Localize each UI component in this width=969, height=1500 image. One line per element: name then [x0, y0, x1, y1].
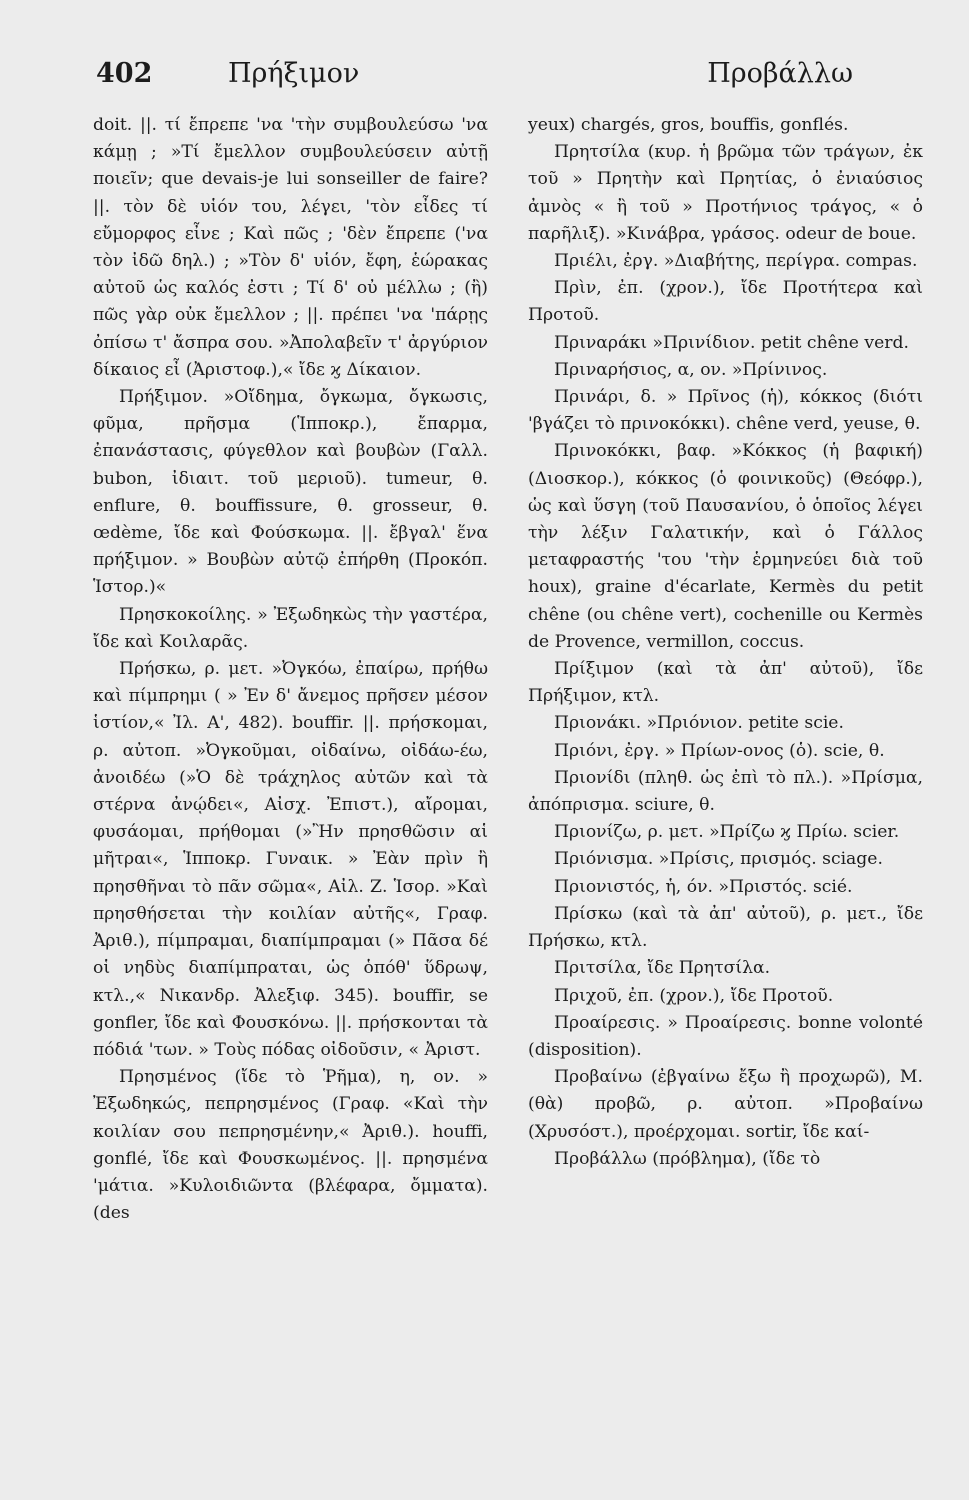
- entry-continuation: doit. ||. τί ἔπρεπε 'να 'τὴν συμβουλεύσω 'να κάμῃ ; »Τί ἔμελλον συμβουλεύσειν αὐτῇ ποιεῖν; que devais-je lui sonseiller de faire? ||. τὸν δὲ υἱόν του, λέγει, 'τὸν εἶδες τί εὔμορφος εἶνε ; Καὶ πῶς ; 'δὲν ἔπρεπε ('να τὸν ἰδῶ δηλ.) ; »Τὸν δ' υἱόν, ἔφη, ἑώρακας αὐτοῦ ὡς καλός ἐστι ; Τί δ' οὐ μέλλω ; (ἢ) πῶς γὰρ οὐκ ἔμελλον ; ||. πρέπει 'να 'πάρῃς ὀπίσω τ' ἄσπρα σου. »Ἀπολαβεῖν τ' ἀργύριον δίκαιος εἶ (Ἀριστοφ.),« ἴδε ϗ Δίκαιον.: [93, 115, 488, 380]
- entry-prisko: Πρίσκω (καὶ τὰ ἀπ' αὐτοῦ), ρ. μετ., ἴδε Πρήσκω, κτλ.: [528, 903, 923, 952]
- entry-preskokoiles: Πρησκοκοίλης. » Ἐξωδηκὼς τὴν γαστέρα, ἴδε καὶ Κοιλαρᾶς.: [93, 604, 488, 652]
- entry-prieli: Πριέλι, ἐργ. »Διαβήτης, περίγρα. compas.: [554, 251, 918, 272]
- entry-presmenos: Πρησμένος (ἴδε τὸ Ῥῆμα), η, ον. » Ἐξωδηκώς, πεπρησμένος (Γραφ. «Καὶ τὴν κοιλίαν σου πεπρησμένην,« Ἀριθ.). houffi, gonflé, ἴδε καὶ Φουσκωμένος. ||. πρησμένα 'μάτια. »Κυλοιδιῶντα (βλέφαρα, ὄμματα). (des: [93, 1067, 488, 1224]
- entry-prin: Πρὶν, ἐπ. (χρον.), ἴδε Προτήτερα καὶ Προτοῦ.: [528, 278, 923, 326]
- left-running-head: Πρήξιμον: [228, 58, 360, 89]
- entry-prinaraki: Πριναράκι »Πρινίδιον. petit chêne verd.: [554, 332, 909, 353]
- entry-continuation: yeux) chargés, gros, bouffis, gonflés.: [528, 115, 849, 135]
- right-column: [528, 112, 923, 1173]
- entry-pritsila: Πριτσίλα, ἴδε Πρητσίλα.: [554, 958, 771, 979]
- entry-prionizo: Πριονίζω, ρ. μετ. »Πρίζω ϗ Πρίω. scier.: [554, 822, 900, 843]
- entry-presko: Πρήσκω, ρ. μετ. »Ὀγκόω, ἐπαίρω, πρήθω καὶ πίμπρημι ( » Ἐν δ' ἄνεμος πρῆσεν μέσον ἱστίον,« Ἰλ. Α', 482). bouffir. ||. πρήσκομαι, ρ. αὐτοπ. »Ὀγκοῦμαι, οἰδαίνω, οἰδάω-έω, ἀνοιδέω (»Ὁ δὲ τράχηλος αὐτῶν καὶ τὰ στέρνα ἀνῴδει«, Αἰσχ. Ἐπιστ.), αἴρομαι, φυσάομαι, πρήθομαι (»Ἢν πρησθῶσιν αἱ μῆτραι«, Ἱπποκρ. Γυναικ. » Ἐὰν πρὶν ἢ πρησθῆναι τὸ πᾶν σῶμα«, Αἰλ. Ζ. Ἱσορ. »Καὶ πρησθήσεται τὴν κοιλίαν αὐτῆς«, Γραφ. Ἀριθ.), πίμπραμαι, διαπίμπραμαι (» Πᾶσα δέ οἱ νηδὺς διαπίμπραται, ὡς ὁπόθ' ὕδρωψ, κτλ.,« Νικανδρ. Ἀλεξιφ. 345). bouffir, se gonfler, ἴδε καὶ Φουσκόνω. ||. πρήσκονται τὰ πόδιά 'των. » Τοὺς πόδας οἰδοῦσιν, « Ἀριστ.: [93, 659, 488, 1060]
- entry-provaino: Προβαίνω (ἐβγαίνω ἔξω ἢ προχωρῶ), Μ. (θὰ) προβῶ, ρ. αὐτοπ. »Προβαίνω (Χρυσόστ.), προέρχομαι. sortir, ἴδε καί-: [528, 1067, 923, 1142]
- entry-provallo: Προβάλλω (πρόβλημα), (ἴδε τὸ: [554, 1148, 821, 1169]
- entry-prioni: Πριόνι, ἐργ. » Πρίων-ονος (ὁ). scie, θ.: [554, 740, 885, 761]
- right-running-head: Προβάλλω: [707, 58, 853, 89]
- entry-prionisma: Πριόνισμα. »Πρίσις, πρισμός. sciage.: [554, 849, 883, 870]
- left-column: [93, 112, 488, 1227]
- entry-priximon: Πρίξιμον (καὶ τὰ ἀπ' αὐτοῦ), ἴδε Πρήξιμον, κτλ.: [528, 659, 923, 707]
- entry-prinarisios: Πριναρήσιος, α, ον. »Πρίνινος.: [554, 359, 828, 380]
- entry-prionistos: Πριονιστός, ἡ, όν. »Πριστός. scié.: [554, 876, 853, 897]
- entry-pretsila: Πρητσίλα (κυρ. ἡ βρῶμα τῶν τράγων, ἐκ τοῦ » Πρητὴν καὶ Πρητίας, ὁ ἐνιαύσιος ἀμνὸς « ἢ τοῦ » Προτήνιος τράγος, « ὁ παρῆλιξ). »Κινάβρα, γράσος. odeur de boue.: [528, 142, 923, 244]
- page-number: 402: [96, 58, 153, 89]
- entry-prinokokki: Πρινοκόκκι, βαφ. »Κόκκος (ἡ βαφική) (Διοσκορ.), κόκκος (ὁ φοινικοῦς) (Θεόφρ.), ὡς καὶ ὕσγη (τοῦ Παυσανίου, ὁ ὁποῖος λέγει τὴν λέξιν Γαλατικήν, καὶ ὁ Γάλλος μεταφραστής 'του 'τὴν ἑρμηνεύει διὰ τοῦ houx), graine d'écarlate, Kermès du petit chêne (ou chêne vert), cochenille ou Kermès de Provence, vermillon, coccus.: [528, 441, 923, 652]
- entry-proairesis: Προαίρεσις. » Προαίρεσις. bonne volonté (disposition).: [528, 1012, 923, 1060]
- entry-prinari: Πρινάρι, δ. » Πρῖνος (ἡ), κόκκος (διότι 'βγάζει τὸ πρινοκόκκι). chêne verd, yeuse, θ.: [528, 387, 923, 435]
- entry-prionaki: Πριονάκι. »Πριόνιον. petite scie.: [554, 713, 844, 734]
- entry-prionidi: Πριονίδι (πληθ. ὡς ἐπὶ τὸ πλ.). »Πρίσμα, ἀπόπρισμα. sciure, θ.: [528, 767, 923, 816]
- entry-prichou: Πριχοῦ, ἐπ. (χρον.), ἴδε Προτοῦ.: [554, 985, 834, 1006]
- entry-prixmon: Πρήξιμον. »Οἴδημα, ὄγκωμα, ὄγκωσις, φῦμα, πρῆσμα (Ἱπποκρ.), ἔπαρμα, ἐπανάστασις, φύγεθλον καὶ βουβὼν (Γαλλ. bubon, ἰδιαιτ. τοῦ μεριοῦ). tumeur, θ. enflure, θ. bouffissure, θ. grosseur, θ. œdème, ἴδε καὶ Φούσκωμα. ||. ἔβγαλ' ἕνα πρήξιμον. » Βουβὼν αὐτῷ ἐπήρθη (Προκόπ. Ἱστορ.)«: [93, 387, 488, 598]
